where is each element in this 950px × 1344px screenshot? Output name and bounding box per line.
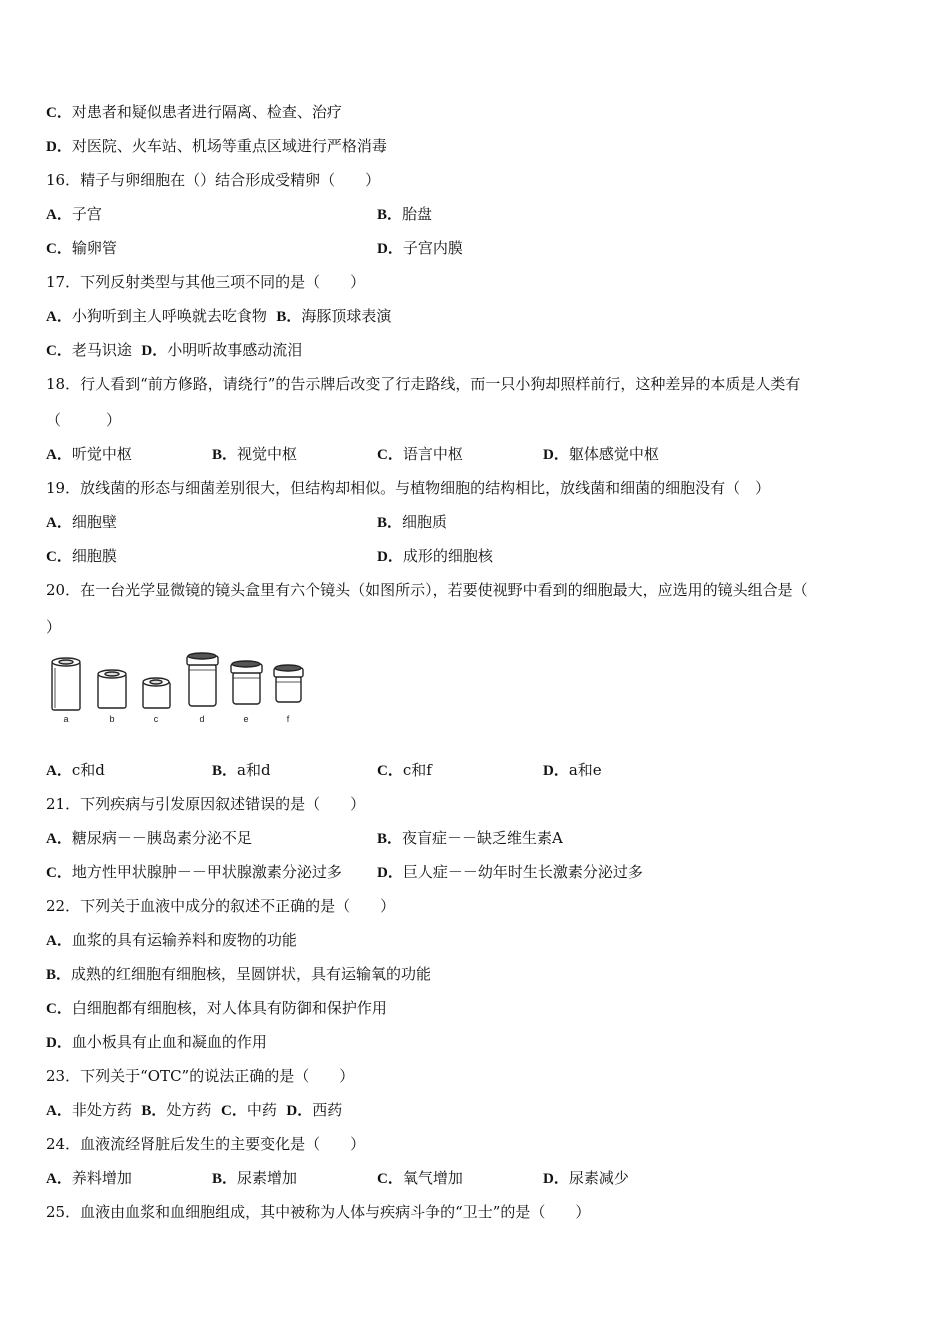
q21-option-d: D．巨人症－－幼年时生长激素分泌过多 (377, 863, 643, 881)
q16-option-c: C．输卵管 (46, 239, 117, 257)
q19-option-c: C．细胞膜 (46, 547, 117, 565)
q22-stem: 22．下列关于血液中成分的叙述不正确的是（ ） (46, 897, 396, 915)
q17-options-ab: A．小狗听到主人呼唤就去吃食物 B．海豚顶球表演 (46, 307, 392, 325)
q16-option-a: A．子宫 (46, 205, 102, 223)
lens-label-a: a (63, 714, 69, 724)
q19-stem: 19．放线菌的形态与细菌差别很大，但结构却相似。与植物细胞的结构相比，放线菌和细菌的细胞没有（ ） (46, 479, 771, 497)
q20-option-c: C．c和f (377, 761, 432, 779)
q18-option-d: D．躯体感觉中枢 (543, 445, 659, 463)
q21-stem: 21．下列疾病与引发原因叙述错误的是（ ） (46, 795, 366, 813)
q24-option-d: D．尿素减少 (543, 1169, 629, 1187)
q22-option-b: B．成熟的红细胞有细胞核，呈圆饼状，具有运输氧的功能 (46, 965, 432, 983)
lens-label-c: c (153, 714, 159, 724)
q20-option-a: A．c和d (46, 761, 105, 779)
q16-option-d: D．子宫内膜 (377, 239, 463, 257)
q15-option-d: D．对医院、火车站、机场等重点区域进行严格消毒 (46, 137, 387, 155)
lens-f (274, 665, 303, 702)
microscope-lenses-figure (46, 650, 316, 730)
q18-option-c: C．语言中枢 (377, 445, 463, 463)
lens-e (231, 661, 262, 704)
lens-d (187, 653, 218, 706)
q24-option-b: B．尿素增加 (212, 1169, 298, 1187)
q20-stem: 20．在一台光学显微镜的镜头盒里有六个镜头（如图所示），若要使视野中看到的细胞最大，应选用的镜头组合是（ (46, 581, 808, 599)
q16-option-b: B．胎盘 (377, 205, 433, 223)
q18-stem-cont: （ ） (46, 411, 122, 429)
q19-option-b: B．细胞质 (377, 513, 448, 531)
q21-option-a: A．糖尿病－－胰岛素分泌不足 (46, 829, 252, 847)
q22-option-a: A．血浆的具有运输养料和废物的功能 (46, 931, 297, 949)
q21-option-b: B．夜盲症－－缺乏维生素A (377, 829, 563, 847)
lens-label-f: f (286, 714, 290, 724)
q22-option-c: C．白细胞都有细胞核，对人体具有防御和保护作用 (46, 999, 387, 1017)
q21-option-c: C．地方性甲状腺肿－－甲状腺激素分泌过多 (46, 863, 342, 881)
q18-option-b: B．视觉中枢 (212, 445, 298, 463)
q17-options-cd: C．老马识途 D．小明听故事感动流泪 (46, 341, 303, 359)
q24-option-c: C．氧气增加 (377, 1169, 463, 1187)
q20-stem-cont: ） (46, 618, 62, 636)
q15-option-c: C．对患者和疑似患者进行隔离、检查、治疗 (46, 103, 342, 121)
q18-stem: 18．行人看到“前方修路，请绕行”的告示牌后改变了行走路线，而一只小狗却照样前行，这种差异的本质是人类有 (46, 375, 801, 393)
q22-option-d: D．血小板具有止血和凝血的作用 (46, 1033, 267, 1051)
q19-option-a: A．细胞壁 (46, 513, 117, 531)
q23-stem: 23．下列关于“OTC”的说法正确的是（ ） (46, 1067, 355, 1085)
lens-label-e: e (243, 714, 249, 724)
lens-label-d: d (199, 714, 205, 724)
q20-option-d: D．a和e (543, 761, 602, 779)
lens-a (52, 658, 80, 710)
q19-option-d: D．成形的细胞核 (377, 547, 493, 565)
lens-b (98, 670, 126, 708)
q24-option-a: A．养料增加 (46, 1169, 132, 1187)
q25-stem: 25．血液由血浆和血细胞组成，其中被称为人体与疾病斗争的“卫士”的是（ ） (46, 1203, 591, 1221)
lens-label-b: b (109, 714, 115, 724)
lens-c (143, 678, 170, 708)
q17-stem: 17．下列反射类型与其他三项不同的是（ ） (46, 273, 366, 291)
q18-option-a: A．听觉中枢 (46, 445, 132, 463)
q16-stem: 16．精子与卵细胞在（）结合形成受精卵（ ） (46, 171, 381, 189)
q24-stem: 24．血液流经肾脏后发生的主要变化是（ ） (46, 1135, 366, 1153)
q23-options: A．非处方药 B．处方药 C．中药 D．西药 (46, 1101, 343, 1119)
q20-option-b: B．a和d (212, 761, 271, 779)
